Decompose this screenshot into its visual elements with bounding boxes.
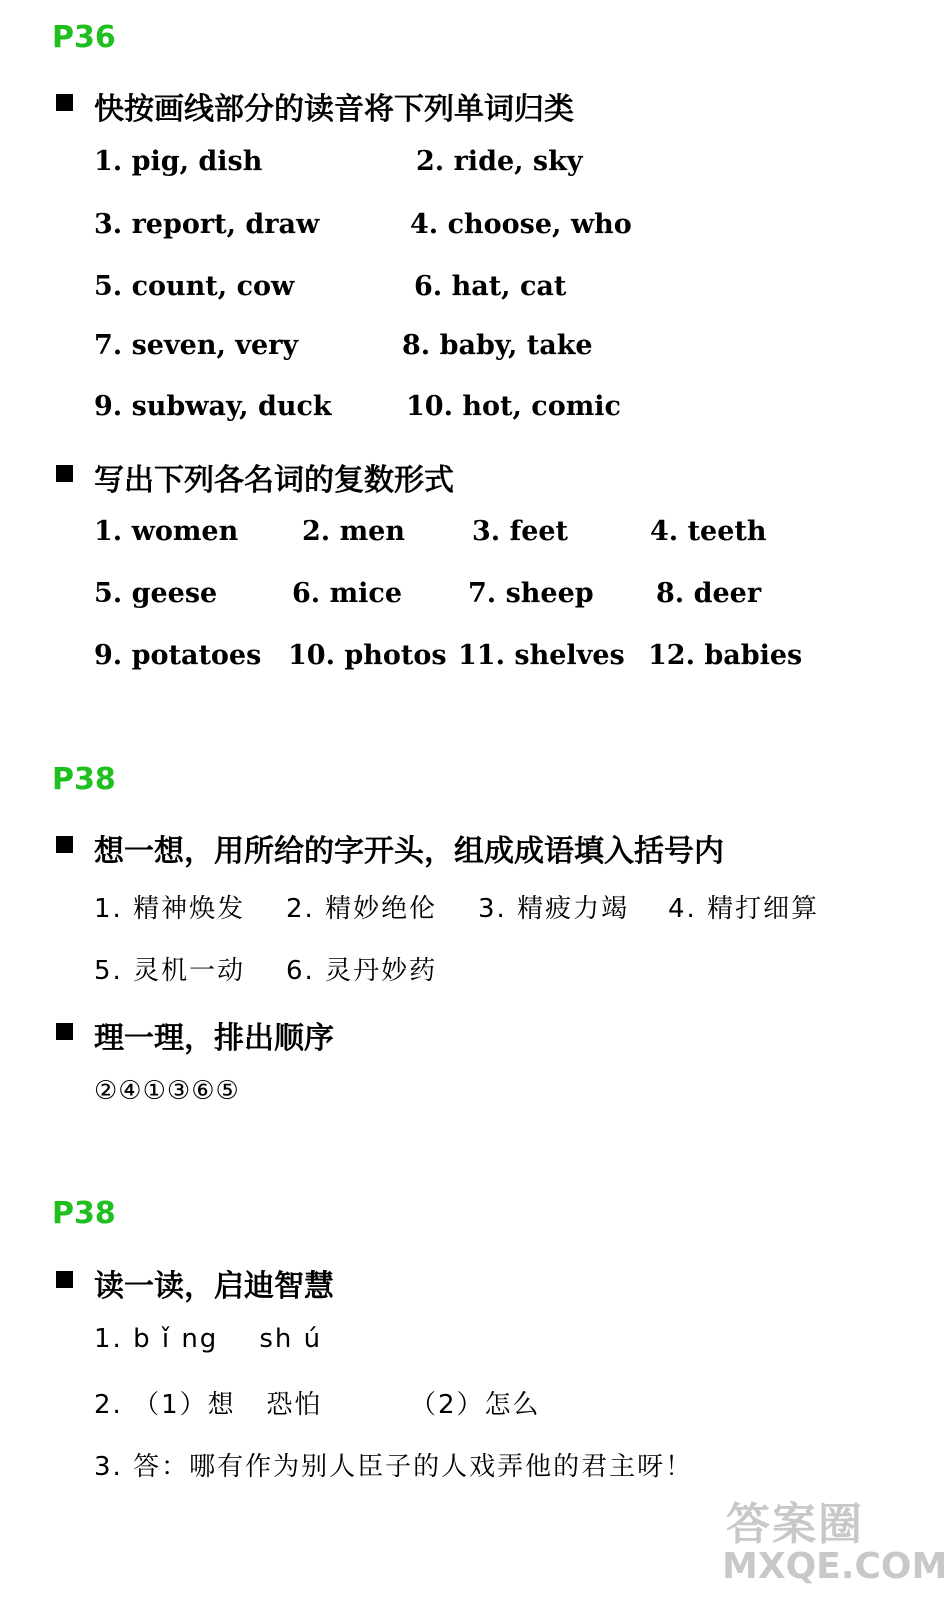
watermark-logo-text: 答案圈 <box>726 1499 864 1550</box>
page-number-p38: P38 <box>52 762 116 797</box>
answer-item: 5. count, cow <box>94 271 295 302</box>
bullet-square <box>56 836 73 853</box>
section-heading-idioms: 想一想，用所给的字开头，组成成语填入括号内 <box>94 834 724 869</box>
answer-item: 1. women <box>94 516 239 547</box>
page-number-p38-second: P38 <box>52 1196 116 1231</box>
answer-item: 4. teeth <box>650 516 767 547</box>
answer-item: 3. 精疲力竭 <box>478 894 630 924</box>
answer-item: 6. mice <box>292 578 403 609</box>
answer-item: 3. 答：哪有作为别人臣子的人戏弄他的君主呀！ <box>94 1452 694 1482</box>
bullet-square <box>56 1023 73 1040</box>
answer-item: 7. sheep <box>468 578 594 609</box>
answer-item: 2. men <box>302 516 405 547</box>
answer-item: 5. 灵机一动 <box>94 956 246 986</box>
answer-item: 12. babies <box>648 640 803 671</box>
answer-item: 8. deer <box>656 578 762 609</box>
answer-item: 1. b ǐ ng sh ú <box>94 1324 323 1354</box>
answer-item: 8. baby, take <box>402 330 593 361</box>
answer-item: 4. 精打细算 <box>668 894 820 924</box>
answer-item: 3. feet <box>472 516 569 547</box>
answer-item: 1. 精神焕发 <box>94 894 246 924</box>
section-heading-reading: 读一读，启迪智慧 <box>94 1269 334 1304</box>
answer-item: 2. （1）想 恐怕 <box>94 1390 323 1420</box>
bullet-square <box>56 94 73 111</box>
answer-item: 10. hot, comic <box>406 391 621 422</box>
answer-item: 5. geese <box>94 578 218 609</box>
answer-item: 2. 精妙绝伦 <box>286 894 438 924</box>
answer-item: 7. seven, very <box>94 330 299 361</box>
bullet-square <box>56 465 73 482</box>
page-number-p36: P36 <box>52 20 116 55</box>
answer-item: 1. pig, dish <box>94 146 263 177</box>
answer-item: 9. subway, duck <box>94 391 332 422</box>
answer-item: 4. choose, who <box>410 209 632 240</box>
answer-item: 9. potatoes <box>94 640 262 671</box>
bullet-square <box>56 1271 73 1288</box>
answer-item: 2. ride, sky <box>416 146 583 177</box>
answer-item: 11. shelves <box>458 640 625 671</box>
answer-item: 6. 灵丹妙药 <box>286 956 438 986</box>
section-heading-plurals: 写出下列各名词的复数形式 <box>94 463 454 498</box>
answer-item: （2）怎么 <box>410 1390 541 1420</box>
section-heading-pronunciation: 快按画线部分的读音将下列单词归类 <box>94 92 574 127</box>
order-answer: ②④①③⑥⑤ <box>94 1076 240 1106</box>
section-heading-ordering: 理一理，排出顺序 <box>94 1021 334 1056</box>
watermark-url: MXQE.COM <box>722 1546 947 1587</box>
answer-item: 10. photos <box>288 640 447 671</box>
answer-item: 3. report, draw <box>94 209 320 240</box>
answer-item: 6. hat, cat <box>414 271 567 302</box>
